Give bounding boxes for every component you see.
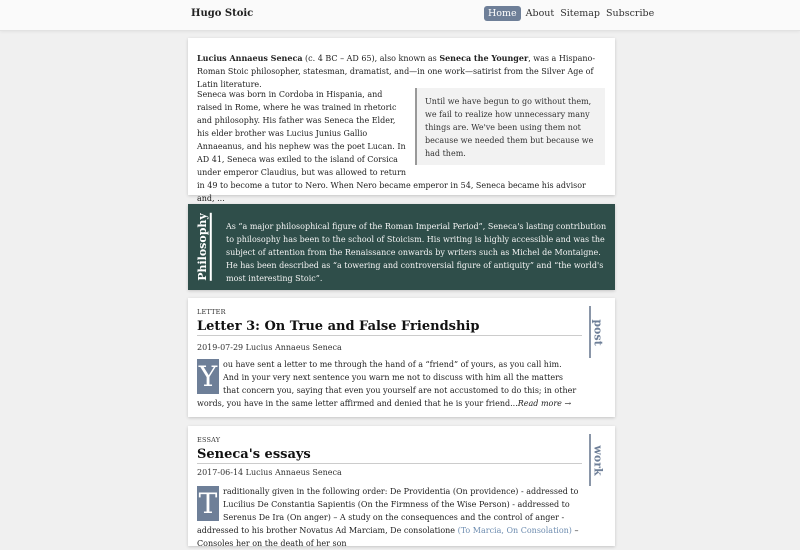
philosophy-card [188, 204, 615, 290]
post-excerpt [197, 358, 579, 410]
site-brand[interactable]: Hugo Stoic [191, 8, 254, 19]
intro-text-part: , was a Hispano-Roman Stoic philosopher, statesman, dramatist, and—in one work—satirist from the Silver Age of Latin literature. [197, 54, 596, 89]
nav-link-about[interactable]: About [525, 8, 555, 19]
excerpt-link[interactable]: (To Marcia, On Consolation) [457, 526, 572, 535]
excerpt-text: raditionally given in the following order: De Providentia (On providence) - addressed to Lucilius De Constantia Sapientis (On the Firmness of the Wise Person) - addressed to Serenus De Ira (On anger) – A study on the consequences and the control of anger - addressed to his brother Novatus Ad Marciam, De consolatione [197, 487, 579, 535]
post-date: 2017-06-14 [197, 468, 244, 477]
post-type-tag-text: post [591, 318, 605, 346]
philosophy-text: As “a major philosophical figure of the Roman Imperial Period”, Seneca's lasting contribution to philosophy has been to the school of Stoicism. His writing is highly accessible and was the subject of attention from the Renaissance onwards by writers such as Michel de Montaigne. He has been described as “a towering and controversial figure of antiquity” and “the world's most interesting Stoic”. [226, 222, 607, 283]
post-excerpt [197, 485, 579, 550]
nav-links [484, 6, 657, 21]
post-card-essay [188, 426, 615, 546]
post-category[interactable]: LETTER [197, 308, 226, 316]
top-navbar [0, 0, 800, 31]
intro-paragraph [197, 52, 605, 91]
dropcap: Y [198, 360, 218, 393]
nav-link-subscribe[interactable]: Subscribe [606, 8, 655, 19]
pull-quote: Until we have begun to go without them, we fail to realize how unnecessary many things are. We've been using them not because we needed them but because we had them. [415, 88, 605, 165]
philosophy-label [190, 212, 218, 282]
nav-link-home[interactable]: Home [484, 6, 521, 21]
post-title[interactable]: Letter 3: On True and False Friendship [197, 319, 582, 336]
post-author[interactable]: Lucius Annaeus Seneca [245, 343, 342, 352]
post-author[interactable]: Lucius Annaeus Seneca [245, 468, 342, 477]
post-card-letter [188, 298, 615, 417]
post-type-tag-text: work [591, 444, 605, 476]
nav-link-sitemap[interactable]: Sitemap [560, 8, 600, 19]
bio-block [197, 88, 605, 205]
post-meta [197, 343, 342, 352]
intro-text-part: (c. 4 BC – AD 65), also known as [302, 54, 440, 63]
bio-paragraph: Seneca was born in Cordoba in Hispania, and raised in Rome, where he was trained in rhetoric and philosophy. His father was Seneca the Elder, his elder brother was Lucius Junius Gallio Annaeanus, and his nephew was the poet Lucan. In AD 41, Seneca was exiled to the island of Corsica under emperor Claudius, but was allowed to return in 49 to become a tutor to Nero. When Nero became emperor in 54, Seneca became his advisor and, ... [197, 90, 586, 203]
post-date: 2019-07-29 [197, 343, 244, 352]
read-more-link[interactable]: Read more → [517, 399, 572, 408]
post-type-tag [589, 434, 605, 486]
post-category[interactable]: ESSAY [197, 436, 221, 444]
intro-name: Lucius Annaeus Seneca [197, 53, 303, 63]
intro-card [188, 38, 615, 203]
excerpt-text: ou have sent a letter to me through the hand of a “friend” of yours, as you call him. And in your very next sentence you warn me not to discuss with him all the matters that concern you, saying that even you yourself are not accustomed to do this; in other words, you have in the same letter affirmed and denied that he is your friend... [197, 360, 577, 408]
intro-alias: Seneca the Younger [439, 53, 529, 63]
dropcap: T [198, 487, 218, 520]
post-title[interactable]: Seneca's essays [197, 447, 582, 464]
post-meta [197, 468, 342, 477]
philosophy-label-text: Philosophy [196, 213, 212, 281]
excerpt-text: – Consoles her on the death of her son [197, 526, 579, 548]
post-type-tag [589, 306, 605, 358]
